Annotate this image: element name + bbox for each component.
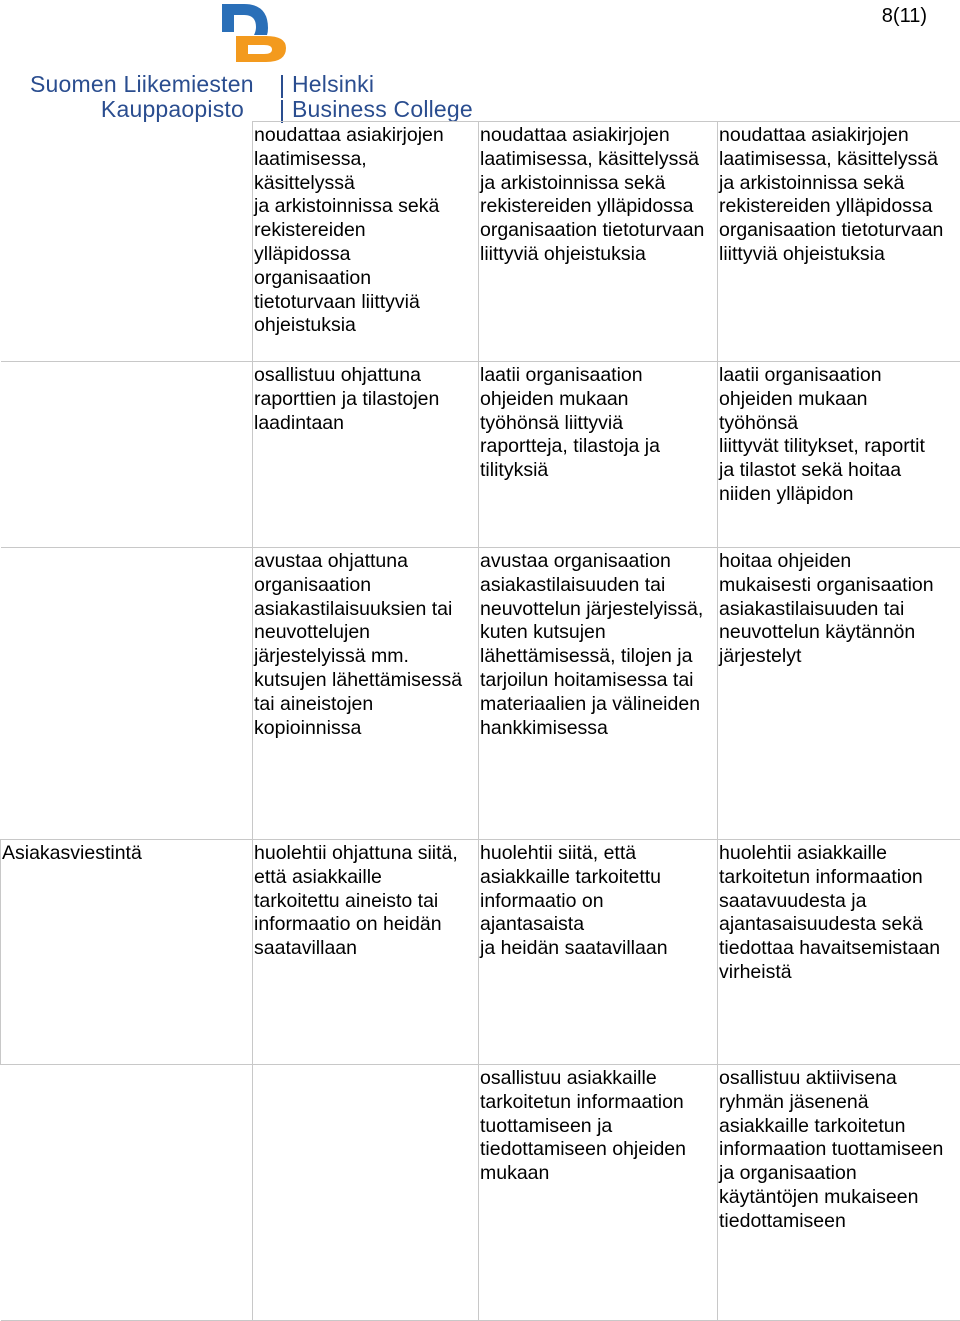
table-cell: avustaa ohjattuna organisaation asiakastilaisuuksien tai neuvottelujen järjestelyissä mm. kutsujen lähettämisessä tai aineistojen kopioinnissa <box>253 548 479 840</box>
table-cell: osallistuu aktiivisena ryhmän jäsenenä asiakkaille tarkoitetun informaation tuottamiseen ja organisaation käytäntöjen mukaiseen tiedottamiseen <box>718 1065 960 1321</box>
school-name-en-line1: Helsinki <box>292 71 375 97</box>
table-cell: noudattaa asiakirjojen laatimisessa, käsittelyssä ja arkistoinnissa sekä rekistereiden ylläpidossa organisaation tietoturvaan liittyviä ohjeistuksia <box>253 122 479 362</box>
table-cell: laatii organisaation ohjeiden mukaan työhönsä liittyviä raportteja, tilastoja ja tilityksiä <box>479 362 718 548</box>
table-cell: hoitaa ohjeiden mukaisesti organisaation asiakastilaisuuden tai neuvottelun käytännön järjestelyt <box>718 548 960 840</box>
table-row <box>1 362 960 548</box>
table-cell: laatii organisaation ohjeiden mukaan työhönsä liittyvät tilitykset, raportit ja tilastot sekä hoitaa niiden ylläpidon <box>718 362 960 548</box>
table-cell: noudattaa asiakirjojen laatimisessa, käsittelyssä ja arkistoinnissa sekä rekistereiden ylläpidossa organisaation tietoturvaan liittyviä ohjeistuksia <box>479 122 718 362</box>
row-label: Asiakasviestintä <box>1 840 253 1065</box>
logo-divider <box>281 75 283 98</box>
row-label <box>1 122 253 362</box>
row-label <box>1 548 253 840</box>
row-label <box>1 1065 253 1321</box>
school-name-fi-line1: Suomen Liikemiesten <box>30 71 254 97</box>
page-header <box>0 0 960 122</box>
school-name-fi-line2: Kauppaopisto <box>100 96 244 122</box>
table-cell: osallistuu asiakkaille tarkoitetun informaation tuottamiseen ja tiedottamiseen ohjeiden mukaan <box>479 1065 718 1321</box>
row-label <box>1 362 253 548</box>
table-cell <box>253 1065 479 1321</box>
table-row <box>1 1065 960 1321</box>
competence-table <box>0 121 960 1321</box>
table-row <box>1 840 960 1065</box>
table-cell: huolehtii ohjattuna siitä, että asiakkaille tarkoitettu aineisto tai informaatio on heidän saatavillaan <box>253 840 479 1065</box>
school-name-en-line2: Business College <box>292 96 473 122</box>
table-cell: huolehtii asiakkaille tarkoitetun informaation saatavuudesta ja ajantasaisuudesta sekä tiedottaa havaitsemistaan virheistä <box>718 840 960 1065</box>
table-cell: noudattaa asiakirjojen laatimisessa, käsittelyssä ja arkistoinnissa sekä rekistereiden ylläpidossa organisaation tietoturvaan liittyviä ohjeistuksia <box>718 122 960 362</box>
table-cell: avustaa organisaation asiakastilaisuuden tai neuvottelun järjestelyissä, kuten kutsujen lähettämisessä, tilojen ja tarjoilun hoitamisessa tai materiaalien ja välineiden hankkimisessa <box>479 548 718 840</box>
logo-divider <box>281 100 283 123</box>
table-row <box>1 122 960 362</box>
school-logo-icon <box>214 2 290 64</box>
table-cell: huolehtii siitä, että asiakkaille tarkoitettu informaatio on ajantasaista ja heidän saatavillaan <box>479 840 718 1065</box>
table-row <box>1 548 960 840</box>
page-number: 8(11) <box>881 5 927 27</box>
table-cell: osallistuu ohjattuna raporttien ja tilastojen laadintaan <box>253 362 479 548</box>
